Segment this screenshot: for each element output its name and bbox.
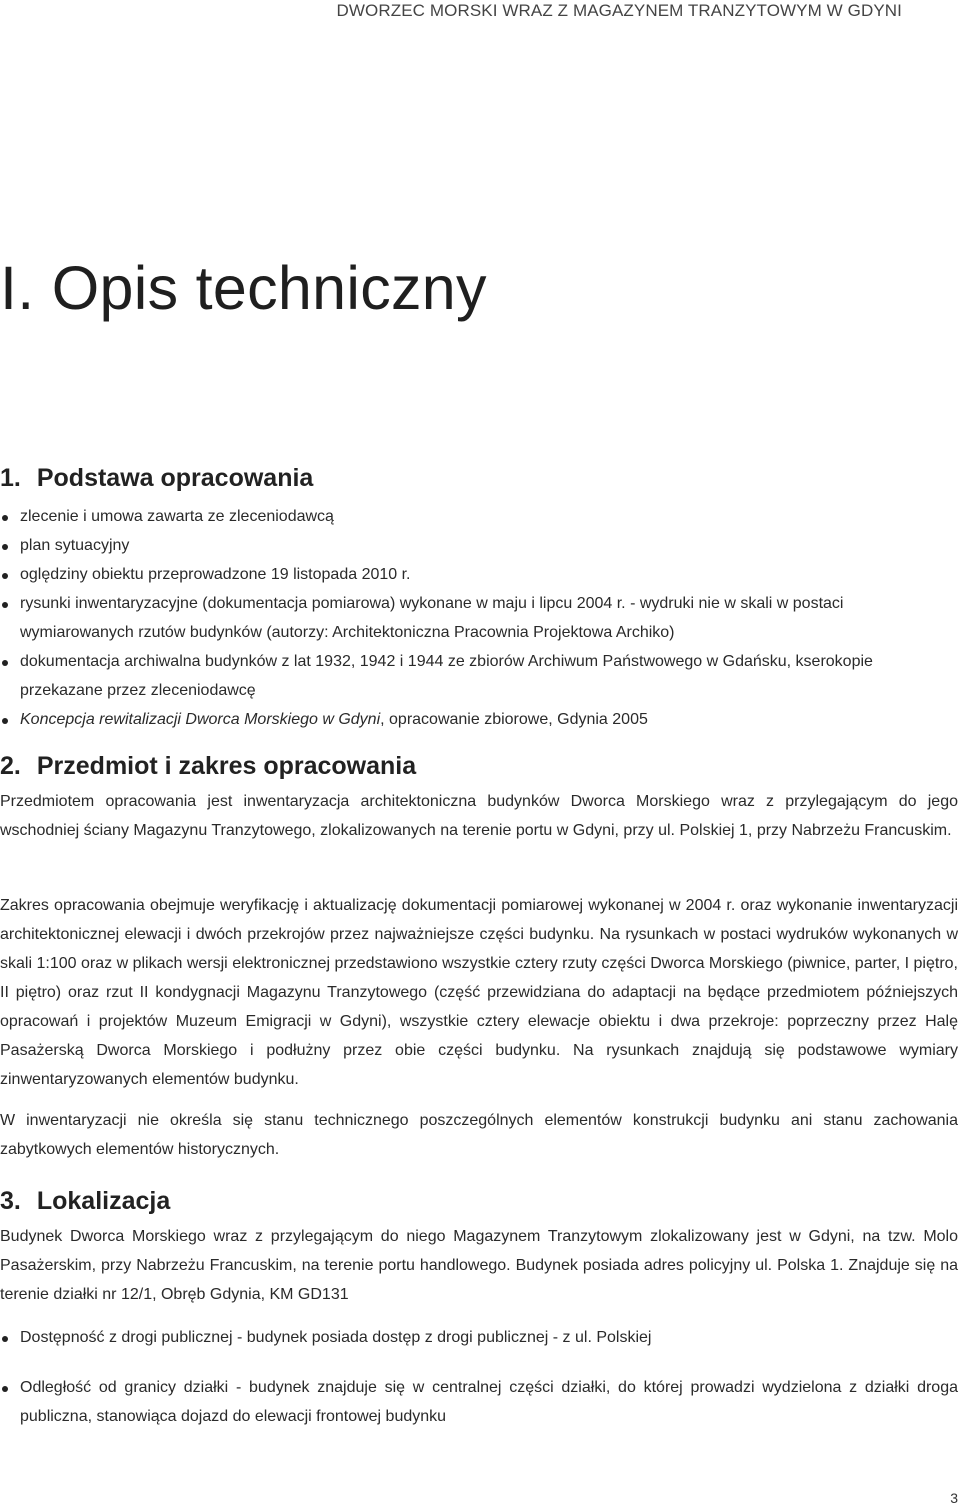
list-item: Odległość od granicy działki - budynek znajduje się w centralnej części działki, do której prowadzi wydzielona z działki droga publiczna, stanowiąca dojazd do elewacji frontowej budynku [0, 1373, 958, 1431]
list-item: dokumentacja archiwalna budynków z lat 1932, 1942 i 1944 ze zbiorów Archiwum Państwowego w Gdańsku, kserokopie przekazane przez zleceniodawcę [0, 647, 958, 705]
section-title: Lokalizacja [36, 1187, 171, 1215]
paragraph: Zakres opracowania obejmuje weryfikację i aktualizację dokumentacji pomiarowej wykonanej w 2004 r. oraz wykonanie inwentaryzacji architektonicznej elewacji i dwóch przekrojów przez najważniejsze części budynku. Na rysunkach w postaci wydruków wykonanych w skali 1:100 oraz w plikach wersji elektronicznej przedstawiono wszystkie cztery rzuty części Dworca Morskiego (piwnice, parter, I piętro, II piętro) oraz rzut II kondygnacji Magazynu Tranzytowego (część przewidziana do adaptacji na będące przedmiotem późniejszych opracowań i projektów Muzeum Emigracji w Gdyni), wszystkie cztery elewacje obiektu i dwa przekroje: poprzeczny przez Halę Pasażerską Dworca Morskiego i podłużny przez obie części budynku. Na rysunkach znajdują się podstawowe wymiary zinwentaryzowanych elementów budynku. [0, 897, 958, 1088]
list-item: oględziny obiektu przeprowadzone 19 listopada 2010 r. [0, 560, 958, 589]
list-item: zlecenie i umowa zawarta ze zleceniodawcą [0, 502, 958, 531]
paragraph: Budynek Dworca Morskiego wraz z przylegającym do niego Magazynem Tranzytowym zlokalizowany jest w Gdyni, na tzw. Molo Pasażerskim, przy Nabrzeżu Francuskim, na terenie portu handlowego. Budynek posiada adres policyjny ul. Polska 1. Znajduje się na terenie działki nr 12/1, Obręb Gdynia, KM GD131 [0, 1228, 958, 1303]
running-header: DWORZEC MORSKI WRAZ Z MAGAZYNEM TRANZYTOWYM W GDYNI [336, 1, 902, 20]
section-number: 2. [0, 752, 21, 780]
page-title: I. Opis techniczny [0, 254, 487, 322]
list-item: rysunki inwentaryzacyjne (dokumentacja pomiarowa) wykonane w maju i lipcu 2004 r. - wydruki nie w skali w postaci wymiarowanych rzutów budynków (autorzy: Architektoniczna Pracownia Projektowa Archiko) [0, 589, 958, 647]
section-3-heading [0, 1186, 170, 1216]
paragraph: W inwentaryzacji nie określa się stanu technicznego poszczególnych elementów konstrukcji budynku ani stanu zachowania zabytkowych elementów historycznych. [0, 1112, 958, 1158]
paragraph: Przedmiotem opracowania jest inwentaryzacja architektoniczna budynków Dworca Morskiego wraz z przylegającym do jego wschodniej ściany Magazynu Tranzytowego, zlokalizowanych na terenie portu w Gdyni, przy ul. Polskiej 1, przy Nabrzeżu Francuskim. [0, 793, 958, 839]
section-number: 3. [0, 1187, 21, 1215]
section-3-bullet-list [0, 1323, 958, 1352]
publication-title: Koncepcja rewitalizacji Dworca Morskiego w Gdyni [20, 711, 381, 728]
section-title: Podstawa opracowania [36, 464, 314, 492]
list-item: Dostępność z drogi publicznej - budynek posiada dostęp z drogi publicznej - z ul. Polskiej [0, 1323, 958, 1352]
page-number: 3 [950, 1490, 958, 1506]
section-1-bullet-list [0, 502, 958, 734]
section-3-bullet-list [0, 1373, 958, 1431]
list-item [0, 705, 958, 734]
publication-details: , opracowanie zbiorowe, Gdynia 2005 [380, 711, 648, 728]
list-item: plan sytuacyjny [0, 531, 958, 560]
section-2-heading [0, 751, 416, 781]
section-number: 1. [0, 464, 21, 492]
section-1-heading [0, 463, 313, 493]
section-title: Przedmiot i zakres opracowania [36, 752, 417, 780]
